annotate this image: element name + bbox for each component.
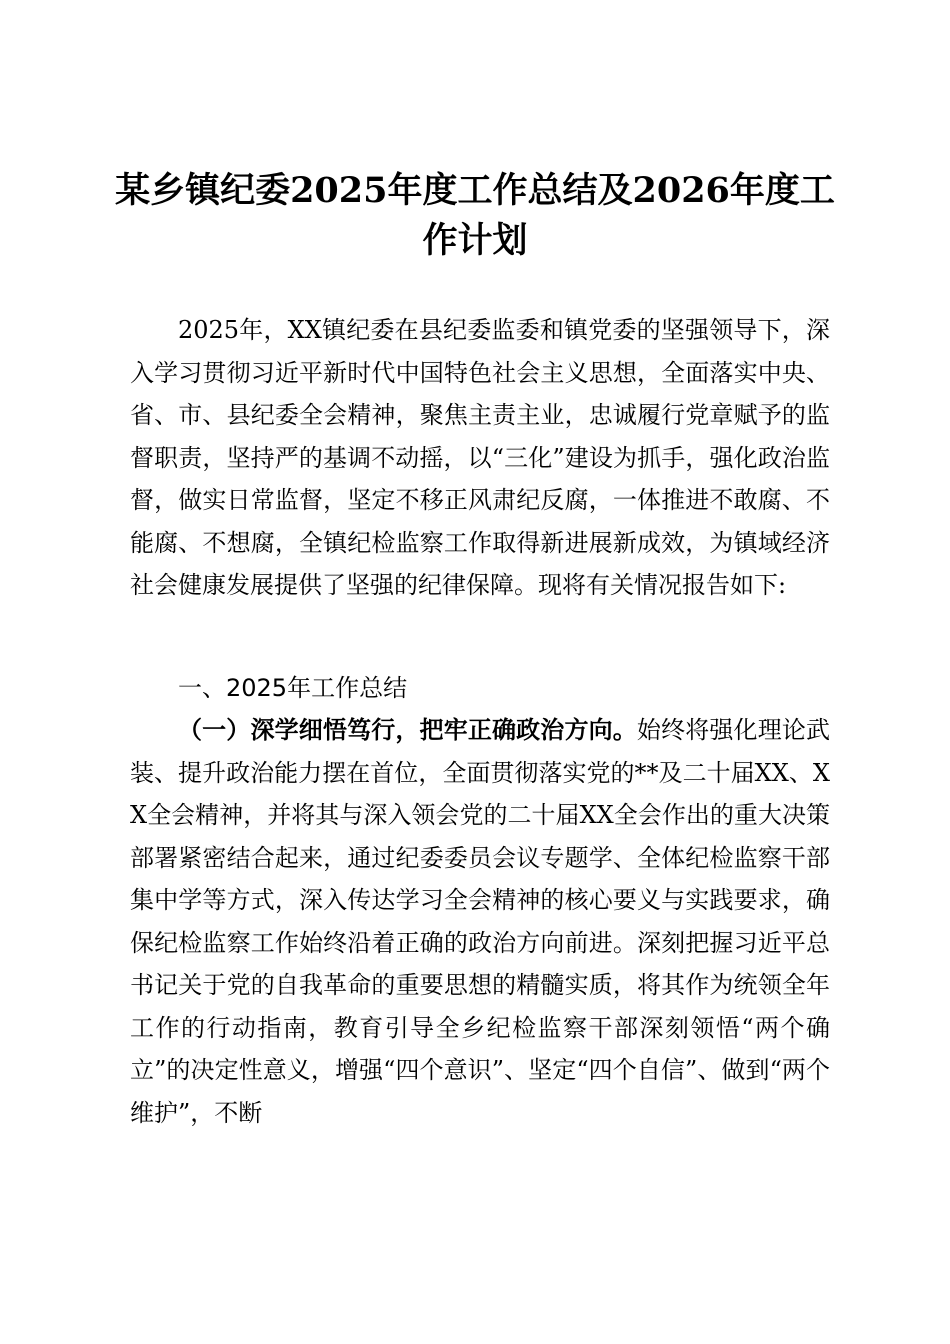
intro-paragraph: 2025年，XX镇纪委在县纪委监委和镇党委的坚强领导下，深入学习贯彻习近平新时代中国特色社会主义思想，全面落实中央、省、市、县纪委全会精神，聚焦主责主业，忠诚履行党章赋予的监督职责，坚持严的基调不动摇，以“三化”建设为抓手，强化政治监督，做实日常监督，坚定不移正风肃纪反腐，一体推进不敢腐、不能腐、不想腐，全镇纪检监察工作取得新进展新成效，为镇域经济社会健康发展提供了坚强的纪律保障。现将有关情况报告如下:: [130, 316, 830, 599]
document-title: 某乡镇纪委2025年度工作总结及2026年度工作计划: [115, 170, 835, 261]
subsection-body: 始终将强化理论武装、提升政治能力摆在首位，全面贯彻落实党的**及二十届XX、XX全会精神，并将其与深入领会党的二十届XX全会作出的重大决策部署紧密结合起来，通过纪委委员会议专题学、全体纪检监察干部集中学等方式，深入传达学习全会精神的核心要义与实践要求，确保纪检监察工作始终沿着正确的政治方向前进。深刻把握习近平总书记关于党的自我革命的重要思想的精髓实质，将其作为统领全年工作的行动指南，教育引导全乡纪检监察干部深刻领悟“两个确立”的决定性意义，增强“四个意识”、坚定“四个自信”、做到“两个维护”，不断: [130, 716, 830, 1127]
section-heading: 一、2025年工作总结: [178, 674, 408, 702]
subsection-paragraph: [130, 709, 830, 1134]
subsection-lead: （一）深学细悟笃行，把牢正确政治方向。: [178, 715, 637, 744]
